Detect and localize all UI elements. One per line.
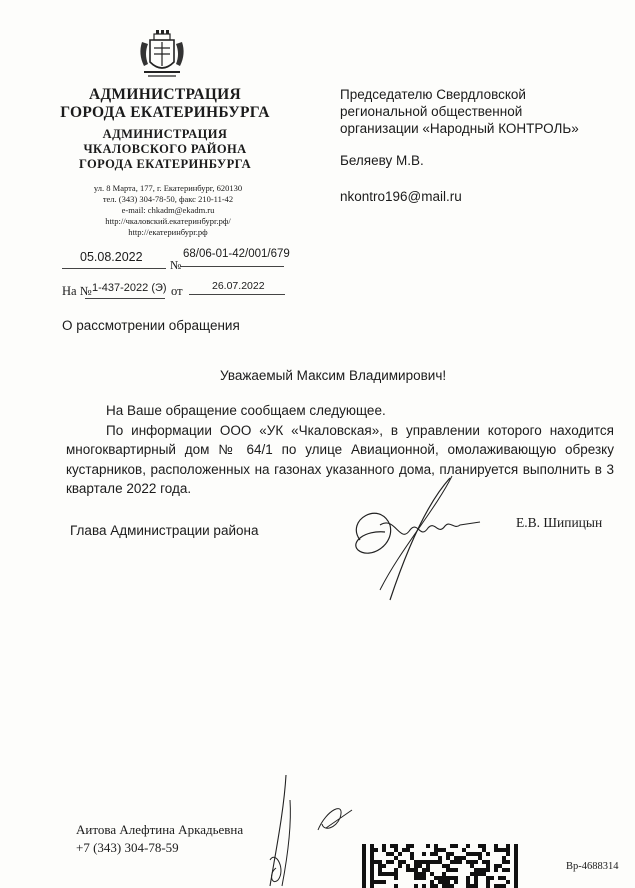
- reference-number: 1-437-2022 (Э): [92, 282, 167, 294]
- contact-phone: тел. (343) 304-78-50, факс 210-11-42: [102, 194, 234, 204]
- contact-block: [78, 183, 258, 238]
- document-barcode: [362, 844, 522, 888]
- signatory-name: Е.В. Шипицын: [516, 515, 603, 530]
- district-name: АДМИНИСТРАЦИЯ ЧКАЛОВСКОГО РАЙОНА ГОРОДА ЕКАТЕРИНБУРГА: [78, 127, 252, 171]
- number-symbol: №: [170, 258, 182, 272]
- signatory-title: Глава Администрации района: [70, 523, 259, 538]
- contact-email: e-mail: chkadm@ekadm.ru: [121, 205, 215, 215]
- reference-label: На №: [62, 284, 92, 298]
- registration-number: 68/06-01-42/001/679: [183, 248, 290, 260]
- executor-signature: [256, 770, 366, 888]
- executor-name: Аитова Алефтина Аркадьевна: [76, 822, 244, 837]
- contact-district-site: http://чкаловский.екатеринбург.рф/: [105, 216, 231, 226]
- executor-phone: +7 (343) 304-78-59: [76, 840, 179, 855]
- recipient-organization: Председателю Свердловской региональной общественной организации «Народный КОНТРОЛЬ»: [340, 87, 579, 136]
- barcode-number: Вр-4688314: [566, 861, 619, 872]
- contact-city-site: http://екатеринбург.рф: [128, 227, 208, 237]
- body-paragraph: На Ваше обращение сообщаем следующее.: [106, 403, 386, 418]
- registration-number-underline: [180, 266, 284, 267]
- reference-date-underline: [189, 294, 285, 295]
- recipient-email: nkontro196@mail.ru: [340, 189, 462, 204]
- body-paragraph: По информации ООО «УК «Чкаловская», в управлении которого находится многоквартирный дом № 64/1 по улице Авиационной, омолаживающую обрезку кустарников, расположенных на газонах указанного дома, планируется выполнить в 3 квартале 2022 года.: [66, 422, 614, 496]
- handwritten-signature: [340, 470, 500, 610]
- contact-address: ул. 8 Марта, 177, г. Екатеринбург, 620130: [93, 183, 243, 193]
- coat-of-arms-icon: [136, 28, 188, 80]
- registration-date: 05.08.2022: [80, 250, 143, 264]
- reference-date: 26.07.2022: [212, 280, 265, 292]
- salutation: Уважаемый Максим Владимирович!: [220, 368, 447, 383]
- organization-name: АДМИНИСТРАЦИЯ ГОРОДА ЕКАТЕРИНБУРГА: [60, 86, 270, 121]
- reference-number-underline: [85, 298, 165, 299]
- reference-from-label: от: [171, 284, 183, 298]
- recipient-name: Беляеву М.В.: [340, 153, 424, 168]
- registration-date-underline: [62, 268, 166, 269]
- letter-subject: О рассмотрении обращения: [62, 318, 240, 333]
